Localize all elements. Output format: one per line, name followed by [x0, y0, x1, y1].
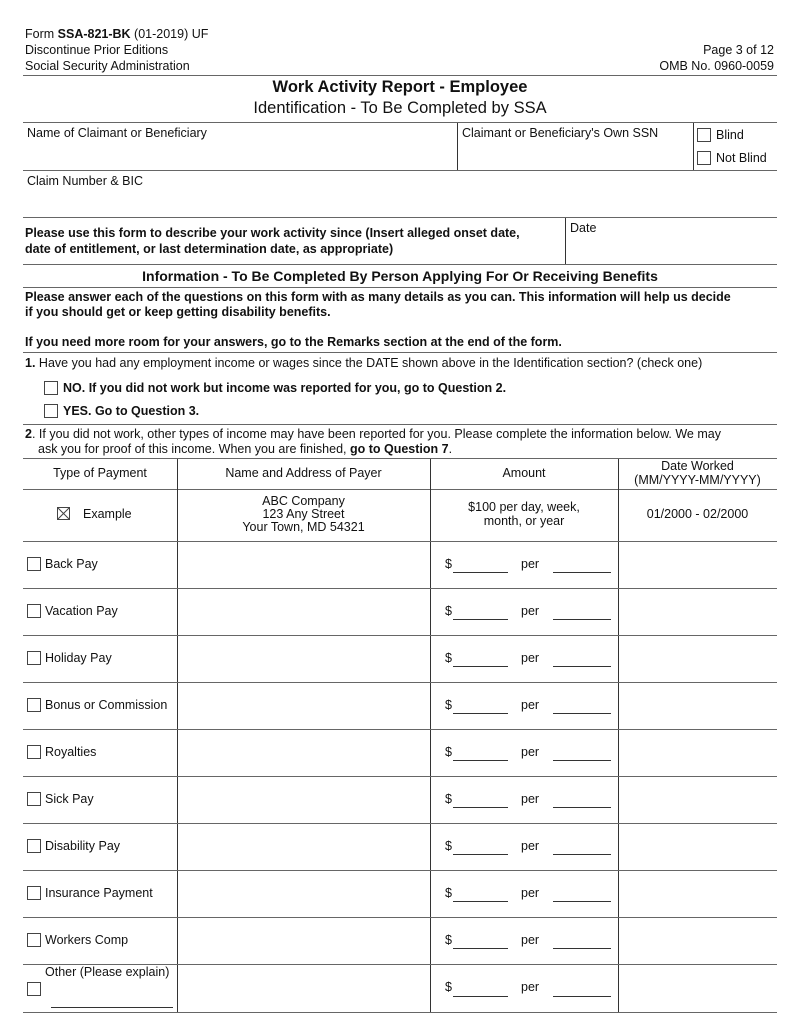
sick-pay-period-field[interactable]	[553, 807, 611, 808]
dollar-sign: $	[445, 651, 452, 665]
vacation-pay-label: Vacation Pay	[45, 604, 118, 618]
workers-comp-checkbox[interactable]	[27, 933, 41, 947]
q1-no-checkbox[interactable]	[44, 381, 58, 395]
omb-number: OMB No. 0960-0059	[659, 59, 774, 73]
page-number: Page 3 of 12	[703, 43, 774, 57]
example-payer-line3: Your Town, MD 54321	[242, 520, 365, 534]
disability-pay-amount-field[interactable]	[453, 854, 508, 855]
header-date-worked-line2: (MM/YYYY-MM/YYYY)	[634, 473, 761, 487]
back-pay-payer-field[interactable]	[179, 543, 428, 587]
disability-pay-label: Disability Pay	[45, 839, 121, 853]
holiday-pay-payer-field[interactable]	[179, 637, 428, 681]
dollar-sign: $	[445, 604, 452, 618]
vacation-pay-amount-field[interactable]	[453, 619, 508, 620]
header-date-worked-line1: Date Worked	[661, 459, 734, 473]
royalties-period-field[interactable]	[553, 760, 611, 761]
remarks-note: If you need more room for your answers, go to the Remarks section at the end of the form.	[25, 335, 562, 349]
holiday-pay-checkbox[interactable]	[27, 651, 41, 665]
per-label: per	[521, 886, 540, 900]
not-blind-checkbox[interactable]	[697, 151, 711, 165]
other-date-field[interactable]	[620, 966, 776, 1010]
other-payer-field[interactable]	[179, 966, 428, 1010]
workers-comp-label: Workers Comp	[45, 933, 129, 947]
vacation-pay-checkbox[interactable]	[27, 604, 41, 618]
question-2-period: .	[448, 442, 453, 456]
ssn-field[interactable]	[460, 140, 690, 168]
dollar-sign: $	[445, 886, 452, 900]
royalties-amount-field[interactable]	[453, 760, 508, 761]
question-2-goto: go to Question 7	[349, 442, 449, 456]
claim-number-label: Claim Number & BIC	[27, 174, 143, 188]
dollar-sign: $	[445, 745, 452, 759]
question-1-text: Have you had any employment income or wages since the DATE shown above in the Identification section? (check one)	[35, 356, 703, 370]
royalties-label: Royalties	[45, 745, 97, 759]
ssn-field-label: Claimant or Beneficiary's Own SSN	[462, 126, 659, 140]
example-amount-line2: month, or year	[483, 514, 565, 528]
back-pay-label: Back Pay	[45, 557, 98, 571]
other-period-field[interactable]	[553, 996, 611, 997]
workers-comp-period-field[interactable]	[553, 948, 611, 949]
disability-pay-period-field[interactable]	[553, 854, 611, 855]
header-payer: Name and Address of Payer	[225, 466, 382, 480]
question-1	[25, 356, 702, 370]
form-number: SSA-821-BK	[57, 27, 131, 41]
back-pay-period-field[interactable]	[553, 572, 611, 573]
information-heading: Information - To Be Completed By Person Applying For Or Receiving Benefits	[142, 268, 658, 284]
question-2-number: 2	[25, 427, 32, 441]
bonus-commission-checkbox[interactable]	[27, 698, 41, 712]
vacation-pay-period-field[interactable]	[553, 619, 611, 620]
intro-line2: if you should get or keep getting disability benefits.	[25, 305, 331, 319]
per-label: per	[521, 698, 540, 712]
per-label: per	[521, 604, 540, 618]
bonus-commission-label: Bonus or Commission	[45, 698, 168, 712]
example-payer-line2: 123 Any Street	[262, 507, 345, 521]
sick-pay-date-field[interactable]	[620, 778, 776, 822]
disability-pay-date-field[interactable]	[620, 825, 776, 869]
question-2-text-cont: ask you for proof of this income. When you are finished,	[38, 442, 350, 456]
per-label: per	[521, 745, 540, 759]
example-date: 01/2000 - 02/2000	[646, 507, 749, 521]
insurance-payment-date-field[interactable]	[620, 872, 776, 916]
header-amount: Amount	[502, 466, 546, 480]
bonus-commission-amount-field[interactable]	[453, 713, 508, 714]
since-instruction-line2: date of entitlement, or last determination date, as appropriate)	[25, 242, 394, 256]
not-blind-label: Not Blind	[716, 151, 767, 165]
blind-label: Blind	[716, 128, 744, 142]
insurance-payment-payer-field[interactable]	[179, 872, 428, 916]
form-prefix: Form	[25, 27, 58, 41]
vacation-pay-payer-field[interactable]	[179, 590, 428, 634]
x-mark-icon	[58, 508, 69, 519]
bonus-commission-date-field[interactable]	[620, 684, 776, 728]
dollar-sign: $	[445, 839, 452, 853]
dollar-sign: $	[445, 792, 452, 806]
other-checkbox[interactable]	[27, 982, 41, 996]
discontinue-note: Discontinue Prior Editions	[25, 43, 169, 57]
identification-heading: Identification - To Be Completed by SSA	[253, 99, 547, 117]
holiday-pay-label: Holiday Pay	[45, 651, 112, 665]
back-pay-date-field[interactable]	[620, 543, 776, 587]
question-1-number: 1.	[25, 356, 36, 370]
per-label: per	[521, 557, 540, 571]
example-payer-line1: ABC Company	[262, 494, 345, 508]
dollar-sign: $	[445, 933, 452, 947]
date-label: Date	[570, 221, 597, 235]
q1-no-label: NO. If you did not work but income was reported for you, go to Question 2.	[63, 381, 507, 395]
blind-checkbox[interactable]	[697, 128, 711, 142]
royalties-checkbox[interactable]	[27, 745, 41, 759]
example-type: Example	[83, 507, 132, 521]
q1-yes-checkbox[interactable]	[44, 404, 58, 418]
vacation-pay-date-field[interactable]	[620, 590, 776, 634]
sick-pay-checkbox[interactable]	[27, 792, 41, 806]
per-label: per	[521, 839, 540, 853]
name-field[interactable]	[25, 140, 455, 168]
other-label: Other (Please explain)	[45, 965, 170, 979]
other-explain-field[interactable]	[51, 1007, 173, 1008]
insurance-payment-period-field[interactable]	[553, 901, 611, 902]
page-title: Work Activity Report - Employee	[272, 78, 528, 96]
since-instruction-line1: Please use this form to describe your work activity since (Insert alleged onset date,	[25, 226, 520, 240]
form-edition: (01-2019) UF	[130, 27, 209, 41]
date-field[interactable]	[568, 236, 776, 262]
workers-comp-date-field[interactable]	[620, 919, 776, 963]
dollar-sign: $	[445, 980, 452, 994]
question-2-line2	[38, 442, 452, 456]
holiday-pay-amount-field[interactable]	[453, 666, 508, 667]
per-label: per	[521, 933, 540, 947]
sick-pay-label: Sick Pay	[45, 792, 94, 806]
per-label: per	[521, 651, 540, 665]
intro-line1: Please answer each of the questions on this form with as many details as you can. This information will help us decide	[25, 290, 731, 304]
sick-pay-amount-field[interactable]	[453, 807, 508, 808]
disability-pay-checkbox[interactable]	[27, 839, 41, 853]
workers-comp-amount-field[interactable]	[453, 948, 508, 949]
example-checkbox-checked	[57, 507, 70, 520]
holiday-pay-period-field[interactable]	[553, 666, 611, 667]
dollar-sign: $	[445, 557, 452, 571]
name-field-label: Name of Claimant or Beneficiary	[27, 126, 207, 140]
workers-comp-payer-field[interactable]	[179, 919, 428, 963]
per-label: per	[521, 792, 540, 806]
bonus-commission-period-field[interactable]	[553, 713, 611, 714]
back-pay-checkbox[interactable]	[27, 557, 41, 571]
back-pay-amount-field[interactable]	[453, 572, 508, 573]
holiday-pay-date-field[interactable]	[620, 637, 776, 681]
q1-yes-label: YES. Go to Question 3.	[63, 404, 200, 418]
header-type-of-payment: Type of Payment	[53, 466, 147, 480]
dollar-sign: $	[445, 698, 452, 712]
insurance-payment-amount-field[interactable]	[453, 901, 508, 902]
question-2-text: . If you did not work, other types of income may have been reported for you. Please complete the information below. We may	[31, 427, 721, 441]
other-amount-field[interactable]	[453, 996, 508, 997]
question-2-line1	[25, 427, 721, 441]
royalties-payer-field[interactable]	[179, 731, 428, 775]
claim-number-field[interactable]	[25, 190, 775, 215]
per-label: per	[521, 980, 540, 994]
agency-name: Social Security Administration	[25, 59, 190, 73]
royalties-date-field[interactable]	[620, 731, 776, 775]
example-amount-line1: $100 per day, week,	[468, 500, 580, 514]
form-id	[25, 27, 208, 41]
sick-pay-payer-field[interactable]	[179, 778, 428, 822]
bonus-commission-payer-field[interactable]	[179, 684, 428, 728]
insurance-payment-checkbox[interactable]	[27, 886, 41, 900]
insurance-payment-label: Insurance Payment	[45, 886, 153, 900]
disability-pay-payer-field[interactable]	[179, 825, 428, 869]
